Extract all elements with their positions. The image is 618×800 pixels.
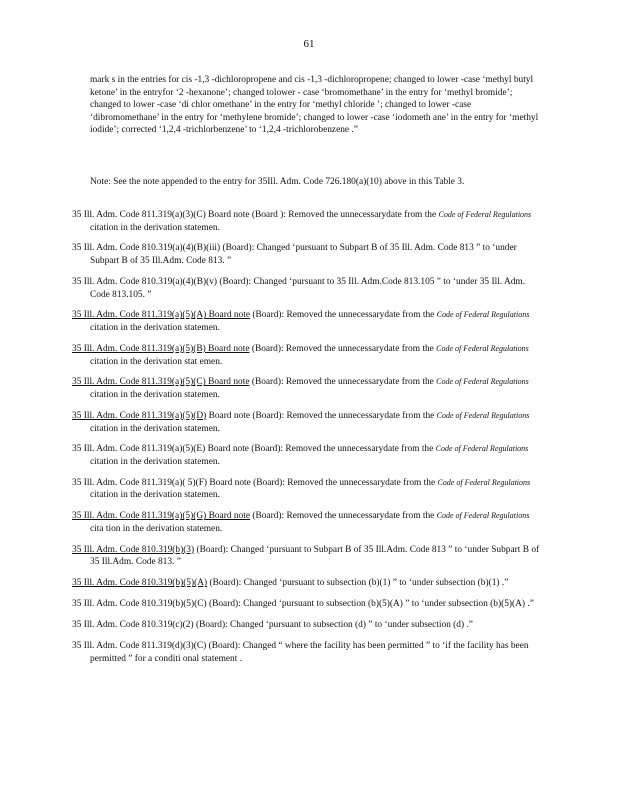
- entry-citation: 35 Ill. Adm. Code 810.319(b)(5)(C): [72, 599, 207, 610]
- entry-text: (Board): Changed ‘pursuant to 35 Ill. Adm.Code 813.105 ” to ‘under 35 Ill. Adm. Code 813.105. ”: [90, 276, 526, 300]
- entry-text: (Board): Removed the unnecessarydate from the: [249, 343, 437, 354]
- entry-text: (Board): Changed ‘pursuant to Subpart B of 35 Ill.Adm. Code 813 ” to ‘under Subpart B of 35 Ill.Adm. Code 813. ”: [90, 544, 540, 568]
- entry-citation: 35 Ill. Adm. Code 811.319(a)(5)(B) Board note: [72, 343, 250, 354]
- page-number: 61: [303, 38, 315, 50]
- entry-text-suffix: citation in the derivation statemen.: [90, 423, 220, 434]
- entry-list: [72, 209, 542, 673]
- entry-text: Board note (Board): Removed the unnecessarydate from the: [207, 477, 438, 488]
- entry-citation: 35 Ill. Adm. Code 810.319(b)(3): [72, 544, 195, 555]
- entry-item: [72, 443, 542, 468]
- entry-citation: 35 Ill. Adm. Code 811.319(a)(5)(A) Board note: [72, 310, 251, 321]
- cfr-title: Code of Federal Regulations: [436, 377, 529, 387]
- cfr-title: Code of Federal Regulations: [436, 511, 530, 521]
- entry-citation: 35 Ill. Adm. Code 811.319(a)(5)(G) Board note: [72, 511, 251, 522]
- entry-text: (Board): Changed ‘pursuant to subsection (d) ” to ‘under subsection (d) .”: [193, 620, 473, 631]
- entry-text-suffix: citation in the derivation statemen.: [90, 390, 220, 401]
- entry-text-suffix: citation in the derivation statemen.: [90, 456, 220, 467]
- intro-paragraph: mark s in the entries for cis -1,3 -dichloropropene and cis -1,3 -dichloropropene; changed to lower -case ‘methyl butyl ketone’ in the entryfor ‘2 -hexanone’; changed tolower - case ‘bromomethane’ in the entry for ‘methyl bromide’; changed to lower -case ‘di chlor omethane’ in the entry for ‘methyl chloride ’; changed to lower -case ‘dibromomethane’ in the entry for ‘methylene bromide’; changed to lower -case ‘iodometh ane’ in the entry for ‘methyl iodide’; corrected ‘1,2,4 -trichlorbenzene’ to ‘1,2,4 -trichlorobenzene .”: [90, 75, 539, 136]
- cfr-title: Code of Federal Regulations: [436, 410, 530, 420]
- entry-citation: 35 Ill. Adm. Code 811.319(a)( 5)(F): [72, 477, 208, 488]
- entry-item: [72, 510, 542, 535]
- entry-item: [72, 619, 542, 632]
- entry-item: [72, 209, 542, 234]
- entry-citation: 35 Ill. Adm. Code 811.319(a)(5)(C) Board note: [72, 377, 250, 388]
- entry-text-suffix: citation in the derivation statemen.: [90, 222, 220, 233]
- entry-item: [72, 544, 542, 569]
- entry-item: [72, 410, 542, 435]
- cfr-title: Code of Federal Regulations: [436, 310, 530, 320]
- entry-text-suffix: cita tion in the derivation statemen.: [90, 523, 223, 534]
- entry-citation: 35 Ill. Adm. Code 810.319(a)(4)(B)(iii): [72, 243, 221, 254]
- entry-text-suffix: citation in the derivation stat emen.: [90, 356, 223, 367]
- entry-item: [72, 242, 542, 267]
- entry-citation: 35 Ill. Adm. Code 810.319(b)(5)(A): [72, 578, 208, 589]
- entry-citation: 35 Ill. Adm. Code 811.319(a)(3)(C): [72, 210, 206, 220]
- entry-text: Board note (Board ): Removed the unnecessarydate from the: [205, 210, 439, 220]
- entry-citation: 35 Ill. Adm. Code 810.319(c)(2): [72, 620, 194, 631]
- entry-text: Board note (Board): Removed the unnecessarydate from the: [206, 410, 437, 421]
- entry-item: [72, 577, 542, 590]
- entry-item: [72, 276, 542, 301]
- cfr-title: Code of Federal Regulations: [438, 210, 532, 219]
- entry-citation: 35 Ill. Adm. Code 810.319(a)(4)(B)(v): [72, 276, 218, 287]
- entry-item: [72, 640, 542, 665]
- cfr-title: Code of Federal Regulations: [436, 343, 529, 353]
- entry-citation: 35 Ill. Adm. Code 811.319(d)(3)(C): [72, 641, 207, 651]
- entry-text: Board note (Board): Removed the unnecessarydate from the: [205, 444, 436, 455]
- entry-citation: 35 Ill. Adm. Code 811.319(a)(5)(E): [72, 444, 206, 455]
- entry-text: (Board): Changed ‘pursuant to subsection (b)(5)(A) ” to ‘under subsection (b)(5)(A) .”: [206, 599, 534, 610]
- entry-text: (Board): Removed the unnecessarydate from the: [250, 310, 437, 321]
- entry-item: [72, 477, 542, 502]
- entry-text-suffix: citation in the derivation statemen.: [90, 490, 220, 501]
- entry-text: (Board): Changed ‘pursuant to Subpart B of 35 Ill. Adm. Code 813 ” to ‘under Subpart B of 35 Ill.Adm. Code 813. ”: [90, 243, 517, 267]
- table-note: Note: See the note appended to the entry for 35Ill. Adm. Code 726.180(a)(10) above in this Table 3.: [90, 177, 465, 187]
- entry-text: (Board): Changed “ where the facility has been permitted ” to ‘if the facility has been permitted ” for a conditi onal statement .: [90, 641, 529, 664]
- entry-text: (Board): Changed ‘pursuant to subsection (b)(1) ” to ‘under subsection (b)(1) .”: [207, 578, 509, 589]
- entry-text-suffix: citation in the derivation statemen.: [90, 323, 220, 334]
- cfr-title: Code of Federal Regulations: [437, 477, 531, 487]
- entry-item: [72, 343, 542, 368]
- entry-text: (Board): Removed the unnecessarydate from the: [249, 377, 437, 388]
- entry-citation: 35 Ill. Adm. Code 811.319(a)(5)(D): [72, 410, 207, 421]
- entry-text: (Board): Removed the unnecessarydate from the: [250, 511, 437, 522]
- entry-item: [72, 376, 542, 401]
- entry-item: [72, 598, 542, 611]
- entry-item: [72, 309, 542, 334]
- cfr-title: Code of Federal Regulations: [435, 444, 529, 454]
